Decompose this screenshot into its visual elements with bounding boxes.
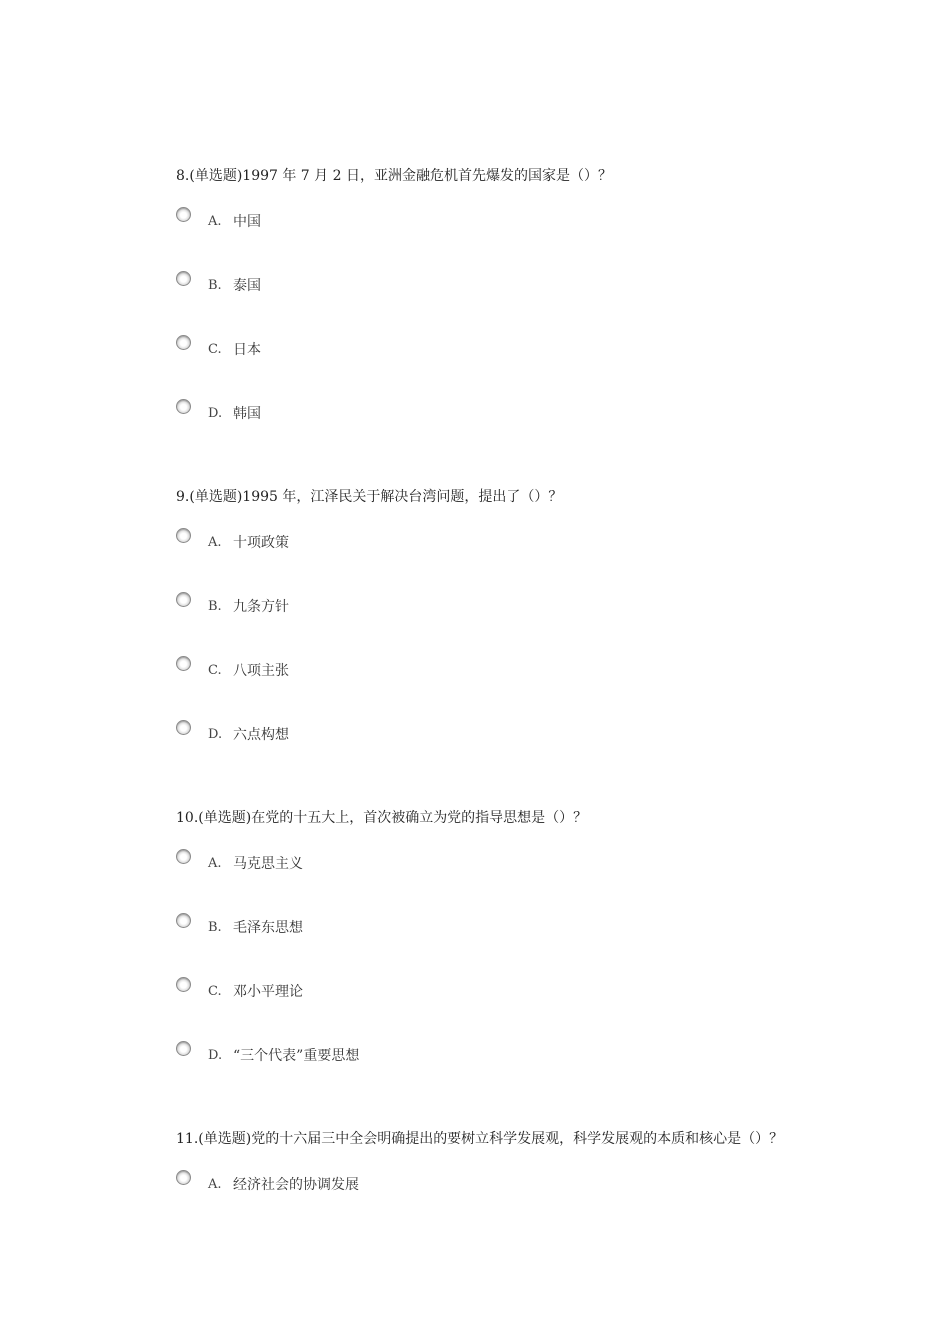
option-letter: B.	[208, 278, 222, 293]
option-c[interactable]	[176, 656, 576, 684]
option-letter: C.	[208, 342, 222, 357]
option-text: 十项政策	[233, 535, 289, 551]
option-text: 八项主张	[233, 663, 289, 679]
option-c[interactable]	[176, 977, 576, 1005]
radio-button[interactable]	[176, 528, 191, 543]
radio-button[interactable]	[176, 849, 191, 864]
option-c[interactable]	[176, 335, 576, 363]
option-letter: D.	[208, 1048, 223, 1063]
radio-button[interactable]	[176, 271, 191, 286]
option-d[interactable]	[176, 1041, 576, 1069]
radio-button[interactable]	[176, 656, 191, 671]
question-title: 8.(单选题)1997 年 7 月 2 日，亚洲金融危机首先爆发的国家是（）？	[176, 168, 612, 184]
radio-button[interactable]	[176, 1170, 191, 1185]
option-text: 九条方针	[233, 599, 289, 615]
radio-button[interactable]	[176, 720, 191, 735]
option-letter: A.	[208, 856, 222, 871]
option-letter: A.	[208, 1177, 222, 1192]
option-text: 日本	[233, 342, 261, 358]
option-a[interactable]	[176, 1170, 576, 1198]
option-letter: B.	[208, 920, 222, 935]
option-d[interactable]	[176, 399, 576, 427]
question-title: 11.(单选题)党的十六届三中全会明确提出的要树立科学发展观，科学发展观的本质和核心是（）？	[176, 1131, 784, 1147]
option-text: 泰国	[233, 278, 261, 294]
radio-button[interactable]	[176, 207, 191, 222]
radio-button[interactable]	[176, 1041, 191, 1056]
option-a[interactable]	[176, 207, 576, 235]
option-letter: C.	[208, 984, 222, 999]
option-text: 毛泽东思想	[233, 920, 303, 936]
option-d[interactable]	[176, 720, 576, 748]
option-a[interactable]	[176, 849, 576, 877]
radio-button[interactable]	[176, 592, 191, 607]
option-text: “三个代表”重要思想	[233, 1048, 360, 1064]
question-title: 9.(单选题)1995 年，江泽民关于解决台湾问题，提出了（）？	[176, 489, 563, 505]
option-text: 经济社会的协调发展	[233, 1177, 359, 1193]
option-letter: A.	[208, 535, 222, 550]
option-letter: D.	[208, 727, 223, 742]
radio-button[interactable]	[176, 977, 191, 992]
radio-button[interactable]	[176, 335, 191, 350]
radio-button[interactable]	[176, 913, 191, 928]
option-text: 邓小平理论	[233, 984, 303, 1000]
option-letter: D.	[208, 406, 223, 421]
option-text: 六点构想	[233, 727, 289, 743]
option-letter: B.	[208, 599, 222, 614]
option-text: 韩国	[233, 406, 261, 422]
radio-button[interactable]	[176, 399, 191, 414]
option-letter: A.	[208, 214, 222, 229]
question-title: 10.(单选题)在党的十五大上，首次被确立为党的指导思想是（）？	[176, 810, 588, 826]
option-a[interactable]	[176, 528, 576, 556]
option-text: 中国	[233, 214, 261, 230]
option-b[interactable]	[176, 271, 576, 299]
option-b[interactable]	[176, 913, 576, 941]
option-letter: C.	[208, 663, 222, 678]
option-b[interactable]	[176, 592, 576, 620]
option-text: 马克思主义	[233, 856, 303, 872]
